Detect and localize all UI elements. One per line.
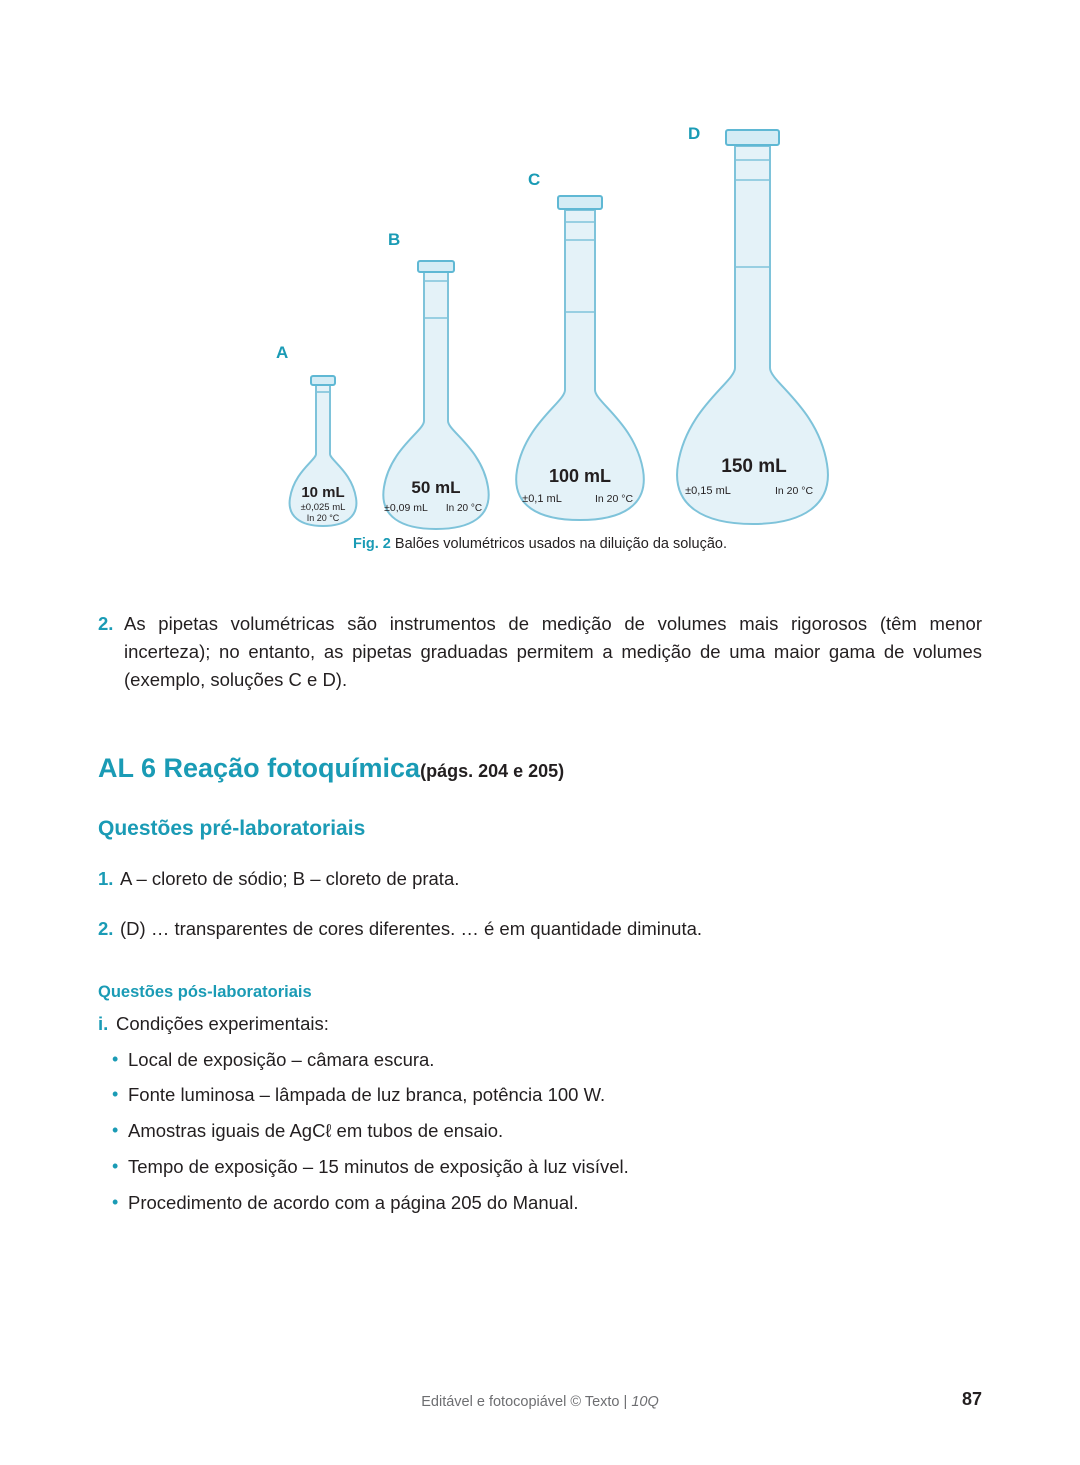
flask-d-temp: In 20 °C [774, 485, 814, 497]
answer-item-2-text: As pipetas volumétricas são instrumentos de medição de volumes mais rigorosos (têm menor incerteza); no entanto, as pipetas graduadas permitem a medição de uma maior gama de volumes (exemplo, soluções C e D). [124, 613, 982, 690]
figure-caption-text: Balões volumétricos usados na diluição da solução. [394, 536, 727, 552]
flask-d-volume: 150 mL [721, 456, 787, 477]
footer-credit-text: Editável e fotocopiável © Texto | [421, 1394, 632, 1410]
pre-lab-item-1-text: A – cloreto de sódio; B – cloreto de prata. [120, 868, 460, 890]
flask-b-uncertainty: ±0,09 mL [384, 502, 428, 514]
page-number: 87 [961, 1389, 982, 1409]
flask-a-temp: In 20 °C [306, 513, 340, 523]
flask-label-a: A [276, 343, 289, 362]
post-lab-item-i-marker: i. [98, 1012, 109, 1034]
footer-credit-code: 10Q [631, 1394, 659, 1410]
pre-lab-heading: Questões pré-laboratoriais [98, 817, 366, 841]
list-item: • Amostras iguais de AgCℓ em tubos de ensaio. [98, 1118, 982, 1145]
flask-label-d: D [688, 124, 701, 143]
list-item: • Procedimento de acordo com a página 205 do Manual. [98, 1190, 982, 1217]
answer-item-2 [98, 610, 982, 693]
flask-a-volume: 10 mL [301, 484, 345, 501]
flask-a-uncertainty: ±0,025 mL [300, 502, 346, 513]
pre-lab-item-1 [98, 865, 982, 893]
flask-label-c: C [528, 170, 541, 189]
pre-lab-item-2-number: 2. [98, 918, 114, 939]
pre-lab-item-2-text: (D) … transparentes de cores diferentes. … é em quantidade diminuta. [120, 918, 703, 939]
flask-d [670, 122, 835, 530]
pre-lab-item-2 [98, 915, 982, 943]
figure-caption [98, 536, 982, 552]
page-footer [98, 1389, 982, 1410]
flask-c-uncertainty: ±0,1 mL [522, 493, 562, 505]
al-title-text: AL 6 Reação fotoquímica [98, 753, 421, 784]
figure-caption-label: Fig. 2 [353, 536, 391, 552]
post-lab-item-i [98, 1010, 982, 1038]
flask-illustration-group [98, 60, 982, 530]
list-item: • Fonte luminosa – lâmpada de luz branca, potência 100 W. [98, 1082, 982, 1109]
flask-d-uncertainty: ±0,15 mL [685, 485, 731, 497]
flask-c-volume: 100 mL [548, 466, 612, 486]
flask-a [278, 370, 368, 530]
pre-lab-item-1-number: 1. [98, 868, 114, 890]
al-section-title [98, 753, 982, 784]
post-lab-item-i-text: Condições experimentais: [116, 1012, 329, 1034]
flask-b [376, 255, 496, 530]
flask-c [510, 190, 650, 530]
flask-c-temp: In 20 °C [594, 493, 634, 505]
list-item: • Tempo de exposição – 15 minutos de exposição à luz visível. [98, 1154, 982, 1181]
answer-item-2-number: 2. [98, 613, 114, 634]
footer-credit [98, 1394, 982, 1410]
flask-b-temp: In 20 °C [445, 503, 483, 514]
flask-label-b: B [388, 230, 401, 249]
al-title-pages: (págs. 204 e 205) [420, 761, 565, 782]
flask-b-volume: 50 mL [411, 478, 461, 497]
post-lab-bullet-list [98, 1047, 982, 1217]
post-lab-heading: Questões pós-laboratoriais [98, 982, 312, 1001]
list-item: • Local de exposição – câmara escura. [98, 1047, 982, 1074]
figure-volumetric-flasks [98, 60, 982, 580]
page [0, 60, 1080, 1465]
